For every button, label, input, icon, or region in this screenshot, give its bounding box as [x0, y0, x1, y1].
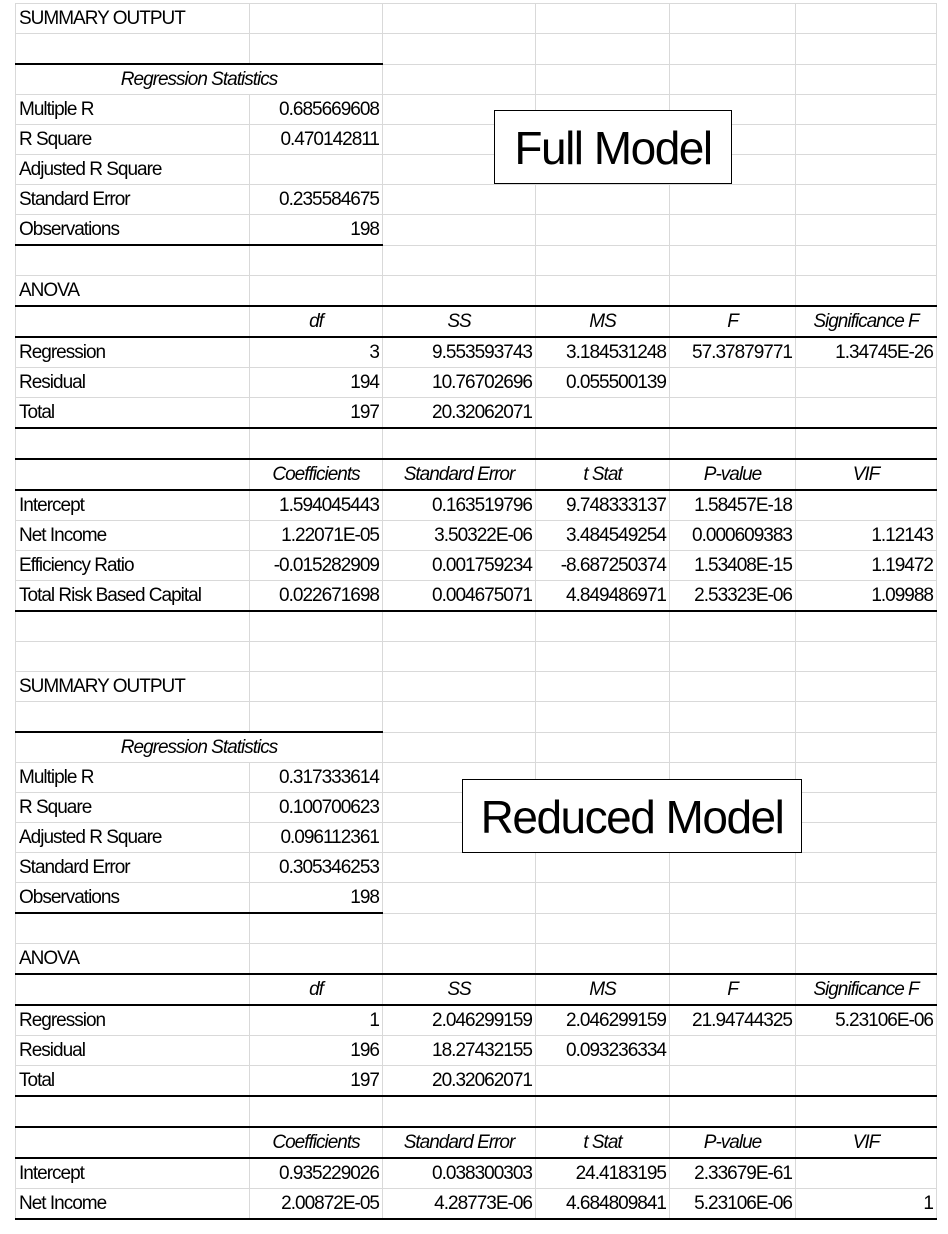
stat-label: Observations [16, 883, 250, 914]
anova-header: df [250, 974, 383, 1005]
full-coefficients-header-row [16, 459, 937, 490]
stat-value: 0.685669608 [250, 95, 383, 125]
empty-cell [383, 913, 536, 944]
anova-row [16, 1005, 937, 1036]
empty-cell [796, 611, 937, 642]
empty-cell [16, 1096, 250, 1127]
reduced-summary-title-row [16, 672, 937, 702]
empty-cell [796, 642, 937, 672]
reduced-model-label: Reduced Model [462, 779, 802, 853]
coefficient-value: 1.19472 [796, 551, 937, 581]
empty-cell [536, 702, 670, 733]
empty-cell [796, 883, 937, 914]
empty-cell [383, 245, 536, 276]
coefficients-header: Coefficients [250, 459, 383, 490]
coefficient-value: 1.12143 [796, 521, 937, 551]
coefficients-header [16, 459, 250, 490]
empty-cell [250, 944, 383, 975]
empty-cell [670, 642, 796, 672]
empty-cell [250, 1096, 383, 1127]
empty-cell [250, 702, 383, 733]
reduced-regression-stats-heading-row [16, 732, 937, 763]
coefficient-value: 4.28773E-06 [383, 1189, 536, 1220]
empty-cell [796, 95, 937, 125]
full-model-label: Full Model [494, 110, 732, 184]
empty-cell [536, 883, 670, 914]
empty-cell [383, 428, 536, 459]
empty-cell [796, 944, 937, 975]
empty-cell [536, 853, 670, 883]
empty-cell [250, 245, 383, 276]
empty-cell [16, 702, 250, 733]
coefficient-value: 0.935229026 [250, 1158, 383, 1189]
stat-label: R Square [16, 125, 250, 155]
coefficient-value: 9.748333137 [536, 490, 670, 521]
empty-cell [670, 4, 796, 34]
empty-cell [670, 1096, 796, 1127]
anova-value [536, 398, 670, 429]
empty-cell [670, 276, 796, 307]
empty-cell [383, 853, 536, 883]
stat-label: Standard Error [16, 853, 250, 883]
empty-cell [796, 155, 937, 185]
coefficient-value: -0.015282909 [250, 551, 383, 581]
coefficients-header: P-value [670, 1127, 796, 1158]
regression-stat-row [16, 215, 937, 246]
empty-cell [536, 1096, 670, 1127]
anova-value: 194 [250, 368, 383, 398]
anova-value: 2.046299159 [536, 1005, 670, 1036]
coefficient-value: 4.849486971 [536, 581, 670, 612]
stat-label: Observations [16, 215, 250, 246]
reduced-blank-row [16, 702, 937, 733]
anova-value: 9.553593743 [383, 337, 536, 368]
anova-header [16, 974, 250, 1005]
anova-header: F [670, 974, 796, 1005]
coefficient-row-label: Total Risk Based Capital [16, 581, 250, 612]
empty-cell [670, 702, 796, 733]
empty-cell [670, 245, 796, 276]
regression-stat-row [16, 95, 937, 125]
stat-label: Multiple R [16, 95, 250, 125]
stat-value: 0.317333614 [250, 763, 383, 793]
empty-cell [796, 702, 937, 733]
coefficients-header: Standard Error [383, 459, 536, 490]
coefficient-row-label: Efficiency Ratio [16, 551, 250, 581]
full-regression-stats-heading-row [16, 64, 937, 95]
empty-cell [536, 611, 670, 642]
coefficient-value: 1.594045443 [250, 490, 383, 521]
empty-cell [796, 185, 937, 215]
coefficient-value: 2.00872E-05 [250, 1189, 383, 1220]
anova-value: 3.184531248 [536, 337, 670, 368]
coefficient-value: 4.684809841 [536, 1189, 670, 1220]
empty-cell [796, 823, 937, 853]
reduced-anova-header-row [16, 974, 937, 1005]
empty-cell [796, 276, 937, 307]
stat-value: 0.235584675 [250, 185, 383, 215]
summary-title: SUMMARY OUTPUT [16, 4, 250, 34]
coefficient-value: 3.50322E-06 [383, 521, 536, 551]
anova-value: 0.055500139 [536, 368, 670, 398]
anova-value: 197 [250, 1066, 383, 1097]
reduced-blank-row [16, 1096, 937, 1127]
anova-row [16, 337, 937, 368]
empty-cell [796, 793, 937, 823]
empty-cell [16, 34, 250, 65]
empty-cell [796, 853, 937, 883]
coefficient-value: -8.687250374 [536, 551, 670, 581]
empty-cell [16, 913, 250, 944]
empty-cell [670, 853, 796, 883]
anova-row [16, 1036, 937, 1066]
full-blank-row [16, 34, 937, 65]
anova-value: 5.23106E-06 [796, 1005, 937, 1036]
coefficient-value: 0.000609383 [670, 521, 796, 551]
full-blank-row [16, 245, 937, 276]
empty-cell [383, 4, 536, 34]
stat-label: R Square [16, 793, 250, 823]
empty-cell [670, 732, 796, 763]
empty-cell [250, 4, 383, 34]
full-anova-header-row [16, 306, 937, 337]
reduced-anova-title-row [16, 944, 937, 975]
empty-cell [536, 913, 670, 944]
coefficient-value: 0.001759234 [383, 551, 536, 581]
empty-cell [383, 611, 536, 642]
empty-cell [796, 763, 937, 793]
coefficient-value: 3.484549254 [536, 521, 670, 551]
coefficient-value [796, 1158, 937, 1189]
empty-cell [670, 185, 796, 215]
empty-cell [16, 245, 250, 276]
stat-value: 0.100700623 [250, 793, 383, 823]
regression-stat-row [16, 853, 937, 883]
coefficient-value: 1.53408E-15 [670, 551, 796, 581]
empty-cell [536, 34, 670, 65]
stat-value [250, 155, 383, 185]
empty-cell [796, 215, 937, 246]
stat-value: 0.096112361 [250, 823, 383, 853]
anova-value [670, 368, 796, 398]
coefficient-value: 0.038300303 [383, 1158, 536, 1189]
coefficient-row-label: Intercept [16, 490, 250, 521]
empty-cell [250, 642, 383, 672]
empty-cell [796, 245, 937, 276]
anova-value [796, 1036, 937, 1066]
coefficient-row [16, 521, 937, 551]
coefficient-value: 24.4183195 [536, 1158, 670, 1189]
coefficients-header: Coefficients [250, 1127, 383, 1158]
anova-value [670, 1066, 796, 1097]
empty-cell [796, 34, 937, 65]
empty-cell [670, 215, 796, 246]
full-anova-title-row [16, 276, 937, 307]
coefficient-row [16, 1158, 937, 1189]
anova-header: MS [536, 306, 670, 337]
anova-header: Significance F [796, 974, 937, 1005]
anova-row-label: Residual [16, 1036, 250, 1066]
anova-row-label: Regression [16, 1005, 250, 1036]
coefficient-value: 0.163519796 [383, 490, 536, 521]
reduced-coefficients-header-row [16, 1127, 937, 1158]
empty-cell [670, 883, 796, 914]
stat-label: Multiple R [16, 763, 250, 793]
blank-row [16, 611, 937, 642]
anova-header: SS [383, 974, 536, 1005]
anova-title: ANOVA [16, 944, 250, 975]
empty-cell [536, 944, 670, 975]
empty-cell [536, 245, 670, 276]
empty-cell [796, 4, 937, 34]
anova-title: ANOVA [16, 276, 250, 307]
coefficient-value [796, 490, 937, 521]
anova-header [16, 306, 250, 337]
empty-cell [383, 1096, 536, 1127]
empty-cell [796, 125, 937, 155]
empty-cell [383, 944, 536, 975]
anova-value: 21.94744325 [670, 1005, 796, 1036]
anova-value [796, 368, 937, 398]
anova-row [16, 1066, 937, 1097]
coefficients-header: t Stat [536, 1127, 670, 1158]
empty-cell [383, 642, 536, 672]
anova-value: 18.27432155 [383, 1036, 536, 1066]
stat-label: Standard Error [16, 185, 250, 215]
anova-value: 1 [250, 1005, 383, 1036]
stat-value: 198 [250, 215, 383, 246]
summary-title: SUMMARY OUTPUT [16, 672, 250, 702]
empty-cell [250, 34, 383, 65]
empty-cell [796, 672, 937, 702]
regression-stat-row [16, 125, 937, 155]
anova-row-label: Total [16, 398, 250, 429]
regression-stat-row [16, 883, 937, 914]
empty-cell [536, 732, 670, 763]
coefficient-row-label: Intercept [16, 1158, 250, 1189]
coefficient-row [16, 1189, 937, 1220]
empty-cell [796, 428, 937, 459]
empty-cell [670, 34, 796, 65]
empty-cell [250, 672, 383, 702]
regression-stat-row [16, 185, 937, 215]
empty-cell [383, 672, 536, 702]
coefficient-row [16, 581, 937, 612]
empty-cell [536, 276, 670, 307]
empty-cell [383, 732, 536, 763]
empty-cell [796, 732, 937, 763]
anova-row-label: Residual [16, 368, 250, 398]
anova-value: 3 [250, 337, 383, 368]
anova-header: SS [383, 306, 536, 337]
anova-header: Significance F [796, 306, 937, 337]
coefficient-value: 1.09988 [796, 581, 937, 612]
empty-cell [383, 883, 536, 914]
empty-cell [536, 428, 670, 459]
anova-value [796, 1066, 937, 1097]
coefficient-value: 0.022671698 [250, 581, 383, 612]
empty-cell [670, 913, 796, 944]
anova-value: 20.32062071 [383, 398, 536, 429]
anova-header: F [670, 306, 796, 337]
empty-cell [536, 185, 670, 215]
coefficient-value: 1.58457E-18 [670, 490, 796, 521]
empty-cell [796, 913, 937, 944]
empty-cell [536, 642, 670, 672]
stat-value: 0.305346253 [250, 853, 383, 883]
coefficient-value: 2.33679E-61 [670, 1158, 796, 1189]
anova-value: 2.046299159 [383, 1005, 536, 1036]
blank-row [16, 642, 937, 672]
coefficients-header: VIF [796, 459, 937, 490]
empty-cell [536, 672, 670, 702]
coefficients-header: t Stat [536, 459, 670, 490]
anova-value [796, 398, 937, 429]
empty-cell [536, 4, 670, 34]
coefficients-header: Standard Error [383, 1127, 536, 1158]
anova-value [670, 1036, 796, 1066]
empty-cell [796, 64, 937, 95]
coefficient-row [16, 551, 937, 581]
anova-value: 57.37879771 [670, 337, 796, 368]
coefficient-value: 0.004675071 [383, 581, 536, 612]
empty-cell [16, 642, 250, 672]
empty-cell [670, 428, 796, 459]
anova-row [16, 368, 937, 398]
empty-cell [670, 944, 796, 975]
empty-cell [536, 64, 670, 95]
anova-row [16, 398, 937, 429]
full-summary-title-row [16, 4, 937, 34]
anova-value: 0.093236334 [536, 1036, 670, 1066]
empty-cell [383, 185, 536, 215]
stat-label: Adjusted R Square [16, 823, 250, 853]
coefficient-value: 5.23106E-06 [670, 1189, 796, 1220]
coefficient-row-label: Net Income [16, 521, 250, 551]
empty-cell [16, 611, 250, 642]
anova-header: df [250, 306, 383, 337]
anova-value [670, 398, 796, 429]
regression-statistics-heading: Regression Statistics [16, 64, 383, 95]
empty-cell [670, 611, 796, 642]
empty-cell [250, 276, 383, 307]
empty-cell [383, 64, 536, 95]
reduced-blank-row [16, 913, 937, 944]
anova-header: MS [536, 974, 670, 1005]
empty-cell [383, 276, 536, 307]
empty-cell [383, 34, 536, 65]
coefficient-row [16, 490, 937, 521]
coefficients-header: P-value [670, 459, 796, 490]
empty-cell [250, 428, 383, 459]
empty-cell [250, 913, 383, 944]
anova-row-label: Regression [16, 337, 250, 368]
empty-cell [250, 611, 383, 642]
coefficient-value: 1 [796, 1189, 937, 1220]
anova-value: 197 [250, 398, 383, 429]
coefficients-header: VIF [796, 1127, 937, 1158]
empty-cell [670, 672, 796, 702]
coefficient-value: 1.22071E-05 [250, 521, 383, 551]
full-blank-row [16, 428, 937, 459]
stat-value: 0.470142811 [250, 125, 383, 155]
anova-value: 20.32062071 [383, 1066, 536, 1097]
regression-stat-row [16, 155, 937, 185]
empty-cell [536, 215, 670, 246]
stat-label: Adjusted R Square [16, 155, 250, 185]
coefficient-value: 2.53323E-06 [670, 581, 796, 612]
stat-value: 198 [250, 883, 383, 914]
empty-cell [16, 428, 250, 459]
anova-value: 196 [250, 1036, 383, 1066]
anova-value [536, 1066, 670, 1097]
anova-value: 1.34745E-26 [796, 337, 937, 368]
anova-value: 10.76702696 [383, 368, 536, 398]
regression-statistics-heading: Regression Statistics [16, 732, 383, 763]
regression-sheet [15, 3, 937, 1220]
empty-cell [383, 702, 536, 733]
anova-row-label: Total [16, 1066, 250, 1097]
coefficient-row-label: Net Income [16, 1189, 250, 1220]
coefficients-header [16, 1127, 250, 1158]
empty-cell [383, 215, 536, 246]
empty-cell [670, 64, 796, 95]
empty-cell [796, 1096, 937, 1127]
